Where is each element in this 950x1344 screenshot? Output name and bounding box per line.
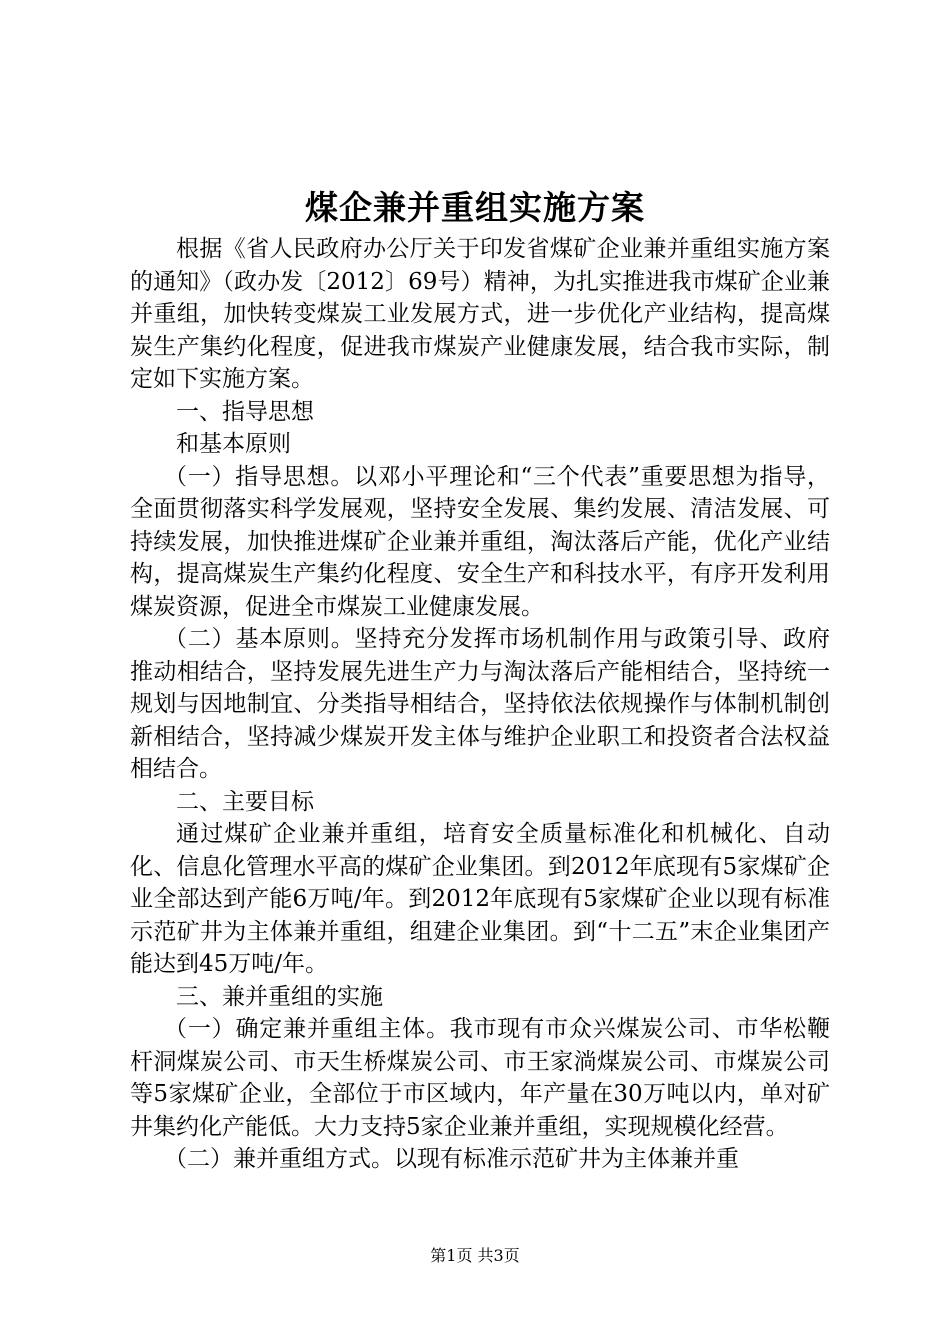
document-title: 煤企兼并重组实施方案 [305, 188, 645, 227]
section-heading-1-cont: 和基本原则 [176, 431, 291, 457]
paragraph-merger-subject: （一）确定兼并重组主体。我市现有市众兴煤炭公司、市华松鞭杆洞煤炭公司、市天生桥煤炭公司、市王家淌煤炭公司、市煤炭公司等5家煤矿企业，全部位于市区域内，年产量在30万吨以内，单对矿井集约化产能低。大力支持5家企业兼并重组，实现规模化经营。 [130, 1016, 830, 1140]
paragraph-merger-method: （二）兼并重组方式。以现有标准示范矿井为主体兼并重 [164, 1146, 739, 1172]
paragraph-guiding-thought: （一）指导思想。以邓小平理论和“三个代表”重要思想为指导，全面贯彻落实科学发展观，坚持安全发展、集约发展、清洁发展、可持续发展，加快推进煤矿企业兼并重组，淘汰落后产能，优化产业结构，提高煤炭生产集约化程度、安全生产和科技水平，有序开发利用煤炭资源，促进全市煤炭工业健康发展。 [130, 463, 830, 620]
section-heading-1: 一、指导思想 [176, 398, 314, 425]
document-body [130, 233, 830, 1176]
paragraph-intro: 根据《省人民政府办公厅关于印发省煤矿企业兼并重组实施方案的通知》（政办发〔2012〕69号）精神，为扎实推进我市煤矿企业兼并重组，加快转变煤炭工业发展方式，进一步优化产业结构，提高煤炭生产集约化程度，促进我市煤炭产业健康发展，结合我市实际，制定如下实施方案。 [130, 236, 830, 392]
paragraph-basic-principles: （二）基本原则。坚持充分发挥市场机制作用与政策引导、政府推动相结合，坚持发展先进生产力与淘汰落后产能相结合，坚持统一规划与因地制宜、分类指导相结合，坚持依法依规操作与体制机制创新相结合，坚持减少煤炭开发主体与维护企业职工和投资者合法权益相结合。 [130, 626, 830, 782]
page-number-footer: 第1页 共3页 [430, 1246, 520, 1265]
paragraph-main-goals: 通过煤矿企业兼并重组，培育安全质量标准化和机械化、自动化、信息化管理水平高的煤矿企业集团。到2012年底现有5家煤矿企业全部达到产能6万吨/年。到2012年底现有5家煤矿企业以现有标准示范矿井为主体兼并重组，组建企业集团。到“十二五”末企业集团产能达到45万吨/年。 [130, 821, 830, 977]
section-heading-2: 二、主要目标 [176, 788, 314, 815]
section-heading-3: 三、兼并重组的实施 [176, 983, 383, 1010]
